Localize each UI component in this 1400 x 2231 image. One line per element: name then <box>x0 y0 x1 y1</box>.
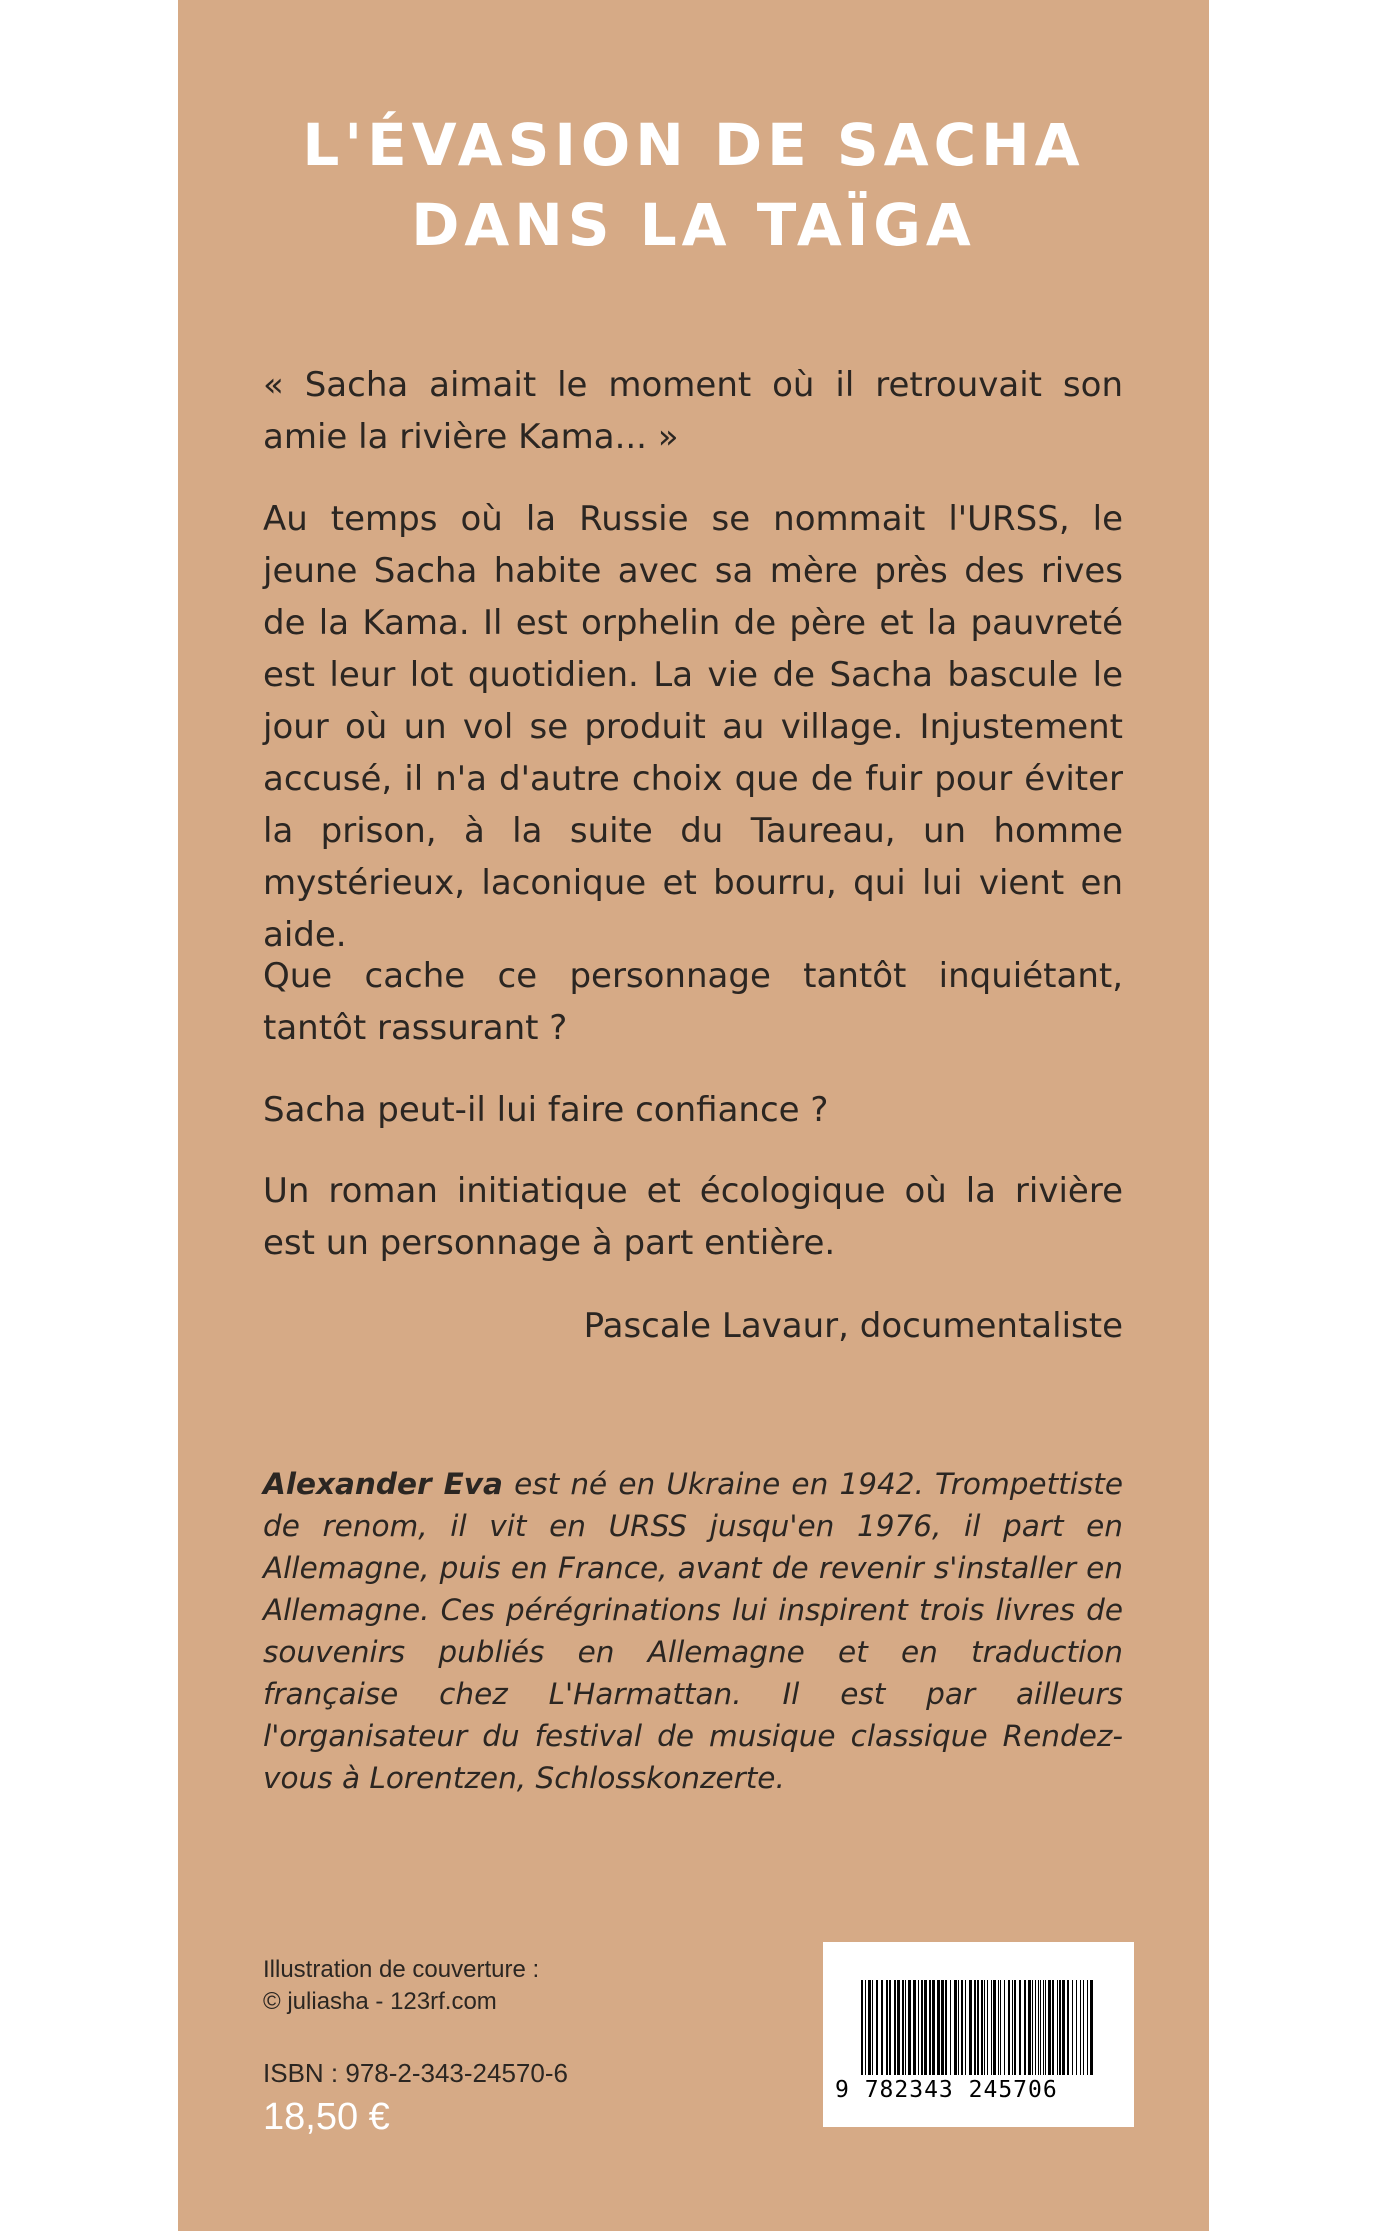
barcode-bar <box>886 1980 888 2075</box>
barcode-bar <box>872 1980 873 2075</box>
barcode-bar <box>1048 1980 1051 2075</box>
barcode-bar <box>876 1980 878 2075</box>
book-title <box>178 105 1209 265</box>
barcode-bar <box>881 1980 883 2075</box>
barcode-bar <box>908 1980 911 2075</box>
barcode-bar <box>913 1980 916 2075</box>
barcode-bar <box>1052 1980 1054 2075</box>
barcode-bar <box>861 1980 863 2075</box>
barcode-bar <box>1076 1980 1077 2075</box>
title-line-2: DANS LA TAÏGA <box>411 191 976 259</box>
barcode-bar <box>1090 1980 1093 2075</box>
barcode-bar <box>991 1980 992 2075</box>
barcode-bar <box>1059 1980 1061 2075</box>
barcode-bar <box>918 1980 919 2075</box>
credits-line-1: Illustration de couverture : <box>263 1956 540 1983</box>
barcode-bar <box>987 1980 988 2075</box>
author-bio <box>263 1463 1123 1799</box>
barcode-bar <box>1004 1980 1005 2075</box>
barcode-bar <box>993 1980 996 2075</box>
quote-text: « Sacha aimait le moment où il retrouvait son amie la rivière Kama... » <box>263 365 1123 457</box>
barcode-bar <box>950 1980 951 2075</box>
barcode-bar <box>958 1980 959 2075</box>
illustration-credits <box>263 1954 663 2018</box>
barcode-bar <box>1057 1980 1058 2075</box>
summary <box>263 493 1123 961</box>
barcode-bar <box>865 1980 866 2075</box>
barcode-bar <box>932 1980 935 2075</box>
barcode-bar <box>1038 1980 1039 2075</box>
barcode-bar <box>1043 1980 1044 2075</box>
barcode-bar <box>945 1980 947 2075</box>
barcode-bar <box>984 1980 985 2075</box>
credits-line-2: © juliasha - 123rf.com <box>263 1988 497 2015</box>
barcode-bar <box>977 1980 979 2075</box>
question-1-text: Que cache ce personnage tantôt inquiétant, tantôt rassurant ? <box>263 956 1123 1048</box>
barcode-bar <box>905 1980 906 2075</box>
barcode-bar <box>1014 1980 1016 2075</box>
barcode-bar <box>1000 1980 1001 2075</box>
closing <box>263 1165 1123 1269</box>
barcode-bar <box>1072 1980 1073 2075</box>
barcode-bar <box>1012 1980 1013 2075</box>
signature <box>263 1300 1123 1352</box>
barcode-bar <box>961 1980 963 2075</box>
barcode-bar <box>924 1980 927 2075</box>
barcode-bar <box>1032 1980 1033 2075</box>
barcode-bar <box>1024 1980 1026 2075</box>
barcode-bar <box>937 1980 940 2075</box>
barcode-bar <box>929 1980 931 2075</box>
barcode-bar <box>998 1980 999 2075</box>
barcode-bar <box>1028 1980 1031 2075</box>
barcode-bar <box>1080 1980 1081 2075</box>
question-2-text: Sacha peut-il lui faire confiance ? <box>263 1090 829 1130</box>
barcode-bar <box>1019 1980 1021 2075</box>
barcode-number: 9 782343 245706 <box>835 2077 1058 2103</box>
barcode-bar <box>894 1980 896 2075</box>
signature-text: Pascale Lavaur, documentaliste <box>583 1306 1123 1346</box>
barcode-bar <box>1008 1980 1010 2075</box>
barcode <box>823 1942 1134 2127</box>
barcode-bar <box>1062 1980 1065 2075</box>
barcode-bar <box>1087 1980 1088 2075</box>
summary-text: Au temps où la Russie se nommait l'URSS, le jeune Sacha habite avec sa mère près des rives de la Kama. Il est orphelin de père et la pauvreté est leur lot quotidien. La vie de Sacha bascule le jour où un vol se produit au village. Injustement accusé, il n'a d'autre choix que de fuir pour éviter la prison, à la suite du Taureau, un homme mystérieux, laconique et bourru, qui lui vient en aide. <box>263 499 1123 955</box>
barcode-bar <box>981 1980 983 2075</box>
isbn: ISBN : 978-2-343-24570-6 <box>263 2058 568 2088</box>
back-cover <box>178 0 1209 2231</box>
author-bio-text: est né en Ukraine en 1942. Trompettiste de renom, il vit en URSS jusqu'en 1976, il part en Allemagne, puis en France, avant de revenir s'installer en Allemagne. Ces pérégrinations lui inspirent trois livres de souvenirs publiés en Allemagne et en traduction française chez L'Harmattan. Il est par ailleurs l'organisateur du festival de musique classique Rendez-vous à Lorentzen, Schlosskonzerte. <box>263 1467 1123 1795</box>
quote <box>263 359 1123 463</box>
barcode-bar <box>969 1980 972 2075</box>
barcode-bar <box>965 1980 966 2075</box>
barcode-bars <box>861 1980 1097 2075</box>
question-2 <box>263 1084 1123 1136</box>
barcode-bar <box>1067 1980 1069 2075</box>
barcode-bar <box>1045 1980 1046 2075</box>
author-name: Alexander Eva <box>263 1467 503 1501</box>
barcode-bar <box>1083 1980 1084 2075</box>
barcode-bar <box>941 1980 944 2075</box>
barcode-bar <box>974 1980 976 2075</box>
barcode-bar <box>889 1980 891 2075</box>
barcode-bar <box>921 1980 923 2075</box>
closing-text: Un roman initiatique et écologique où la rivière est un personnage à part entière. <box>263 1171 1123 1263</box>
title-line-1: L'ÉVASION DE SACHA <box>302 111 1085 179</box>
barcode-bar <box>868 1980 871 2075</box>
barcode-bar <box>1035 1980 1036 2075</box>
barcode-bar <box>954 1980 957 2075</box>
barcode-bar <box>897 1980 900 2075</box>
barcode-bar <box>902 1980 904 2075</box>
question-1 <box>263 950 1123 1054</box>
price: 18,50 € <box>263 2096 390 2138</box>
barcode-bar <box>1040 1980 1041 2075</box>
